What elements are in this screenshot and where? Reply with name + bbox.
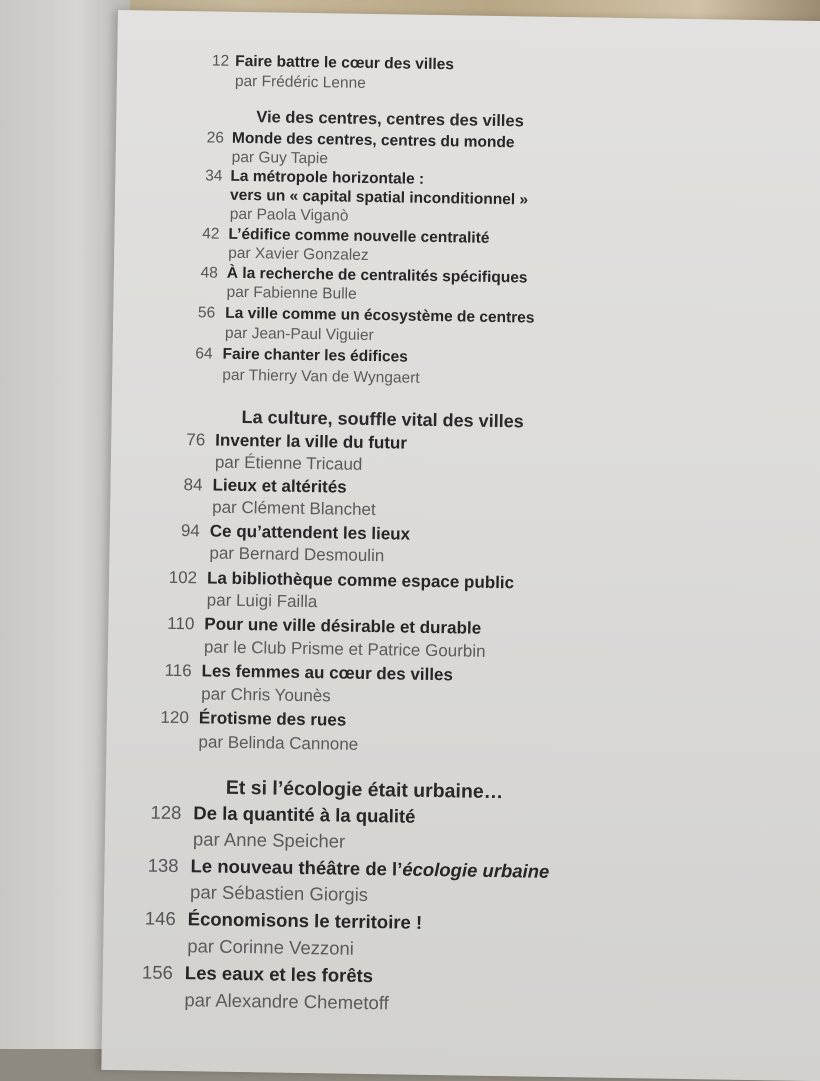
- section-heading: La culture, souffle vital des villes: [241, 406, 524, 432]
- entry-title: Érotisme des rues: [198, 708, 347, 730]
- page-number: 76: [186, 430, 206, 450]
- entry-title: Pour une ville désirable et durable: [204, 614, 482, 638]
- entry-title: À la recherche de centralités spécifiques: [226, 264, 528, 287]
- page-number: 156: [141, 961, 174, 983]
- entry-author: par Paola Viganò: [229, 205, 349, 225]
- page-number: 42: [202, 225, 220, 243]
- page-number: 102: [168, 567, 198, 588]
- entry-author: par Alexandre Chemetoff: [184, 989, 389, 1014]
- entry-author: par Chris Younès: [201, 684, 331, 706]
- entry-author: par Xavier Gonzalez: [228, 244, 369, 264]
- entry-title-text: Le nouveau théâtre de l’: [190, 855, 403, 880]
- entry-author: par Anne Speicher: [192, 828, 346, 852]
- entry-title: La métropole horizontale :: [230, 167, 425, 188]
- entry-author: par Clément Blanchet: [212, 497, 376, 520]
- page-number: 110: [167, 613, 195, 634]
- entry-author: par Luigi Failla: [206, 590, 318, 612]
- entry-author: par Bernard Desmoulin: [209, 543, 385, 566]
- entry-title-line2: vers un « capital spatial inconditionnel »: [229, 186, 529, 209]
- entry-author: par Belinda Cannone: [198, 732, 359, 754]
- page-number: 84: [183, 475, 203, 495]
- entry-title: La bibliothèque comme espace public: [206, 568, 515, 593]
- entry-author: par Guy Tapie: [231, 148, 329, 168]
- page-number: 120: [160, 707, 190, 728]
- entry-title: Les eaux et les forêts: [184, 962, 374, 987]
- entry-author: par Étienne Tricaud: [214, 452, 363, 474]
- section-heading: Vie des centres, centres des villes: [256, 108, 524, 131]
- page-number: 34: [205, 167, 223, 185]
- entry-title: La ville comme un écosystème de centres: [225, 304, 535, 327]
- book-page: [101, 10, 820, 1081]
- entry-title: Lieux et altérités: [212, 475, 347, 497]
- entry-title: Faire chanter les édifices: [222, 345, 408, 366]
- page-number: 94: [180, 521, 200, 541]
- page-number: 56: [197, 304, 216, 322]
- page-number: 12: [211, 52, 230, 70]
- entry-author: par Thierry Van de Wyngaert: [222, 366, 420, 387]
- page-number: 128: [150, 801, 182, 824]
- entry-title: [190, 854, 549, 884]
- entry-author: par Fabienne Bulle: [226, 283, 357, 303]
- page-number: 138: [147, 854, 179, 877]
- entry-title-italic: écologie urbaine: [402, 858, 550, 882]
- entry-title: Inventer la ville du futur: [215, 430, 408, 453]
- entry-author: par le Club Prisme et Patrice Gourbin: [203, 637, 486, 661]
- entry-title: Monde des centres, centres du monde: [231, 129, 515, 152]
- entry-author: par Jean-Paul Viguier: [224, 324, 374, 345]
- page-number: 48: [200, 264, 219, 282]
- entry-title: L’édifice comme nouvelle centralité: [228, 225, 490, 247]
- page-number: 26: [206, 129, 225, 147]
- entry-author: par Corinne Vezzoni: [187, 935, 355, 959]
- page-number: 116: [164, 660, 192, 681]
- entry-title: Faire battre le cœur des villes: [235, 52, 455, 74]
- entry-title: Économisons le territoire !: [187, 908, 423, 933]
- page-number: 146: [144, 907, 176, 930]
- entry-author: par Sébastien Giorgis: [189, 881, 369, 906]
- entry-title: Ce qu’attendent les lieux: [209, 521, 411, 544]
- section-heading: Et si l’écologie était urbaine…: [225, 776, 504, 804]
- entry-author: par Frédéric Lenne: [234, 72, 366, 92]
- entry-title: Les femmes au cœur des villes: [201, 661, 454, 685]
- page-number: 64: [195, 345, 213, 363]
- entry-title: De la quantité à la qualité: [193, 802, 416, 827]
